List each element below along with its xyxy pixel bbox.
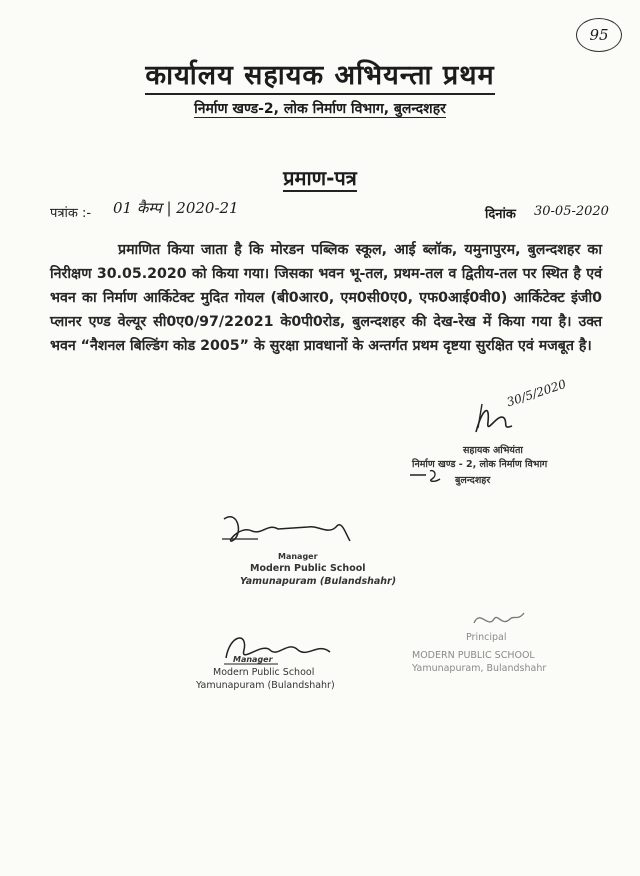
principal-school: MODERN PUBLIC SCHOOL xyxy=(412,650,535,661)
manager-1-place: Yamunapuram (Bulandshahr) xyxy=(240,576,397,587)
document-title xyxy=(0,164,640,191)
engineer-handwritten-date: 30/5/2020 xyxy=(505,376,568,410)
office-title xyxy=(0,55,640,92)
manager-2-school: Modern Public School xyxy=(213,667,315,678)
engineer-title: सहायक अभियंता xyxy=(463,445,523,456)
page-number: 95 xyxy=(576,18,622,52)
document-title-text: प्रमाण-पत्र xyxy=(283,166,357,190)
reference-number: 01 कैम्प | 2020-21 xyxy=(113,199,239,217)
date-label: दिनांक xyxy=(485,207,516,222)
engineer-initial-mark xyxy=(408,467,448,487)
manager-1-school: Modern Public School xyxy=(250,563,366,574)
date-value: 30-05-2020 xyxy=(534,204,609,219)
principal-role: Principal xyxy=(466,632,507,643)
manager-2-role: Manager xyxy=(233,655,273,664)
reference-label: पत्रांक :- xyxy=(50,206,92,221)
manager-2-place: Yamunapuram (Bulandshahr) xyxy=(196,680,335,691)
principal-place: Yamunapuram, Bulandshahr xyxy=(412,663,547,674)
principal-signature xyxy=(470,605,530,635)
office-subtitle xyxy=(0,99,640,118)
certificate-body: प्रमाणित किया जाता है कि मोरडन पब्लिक स्कूल, आई ब्लॉक, यमुनापुरम, बुलन्दशहर का निरीक्षण 30.05.2020 को किया गया। जिसका भवन भू-तल, प्रथम-तल व द्वितीय-तल पर स्थित है एवं भवन का निर्माण आर्किटेक्ट मुदित गोयल (बी0आर0, एम0सी0ए0, एफ0आई0वी0) आर्किटेक्ट इंजी0 प्लानर एण्ड वेल्यूर सी0ए0/97/22021 के0पी0रोड, बुलन्दशहर की देख-रेख में किया गया है। उक्त भवन “नैशनल बिल्डिंग कोड 2005” के सुरक्षा प्रावधानों के अन्तर्गत प्रथम दृष्टया सुरक्षित एवं मजबूत है। xyxy=(50,242,602,354)
engineer-city: बुलन्दशहर xyxy=(455,475,491,486)
manager-1-role: Manager xyxy=(278,552,318,561)
manager-signature-1 xyxy=(218,505,363,550)
engineer-division: निर्माण खण्ड - 2, लोक निर्माण विभाग xyxy=(412,459,548,470)
office-subtitle-text: निर्माण खण्ड-2, लोक निर्माण विभाग, बुलन्दशहर xyxy=(194,101,446,117)
office-title-text: कार्यालय सहायक अभियन्ता प्रथम xyxy=(145,60,494,95)
